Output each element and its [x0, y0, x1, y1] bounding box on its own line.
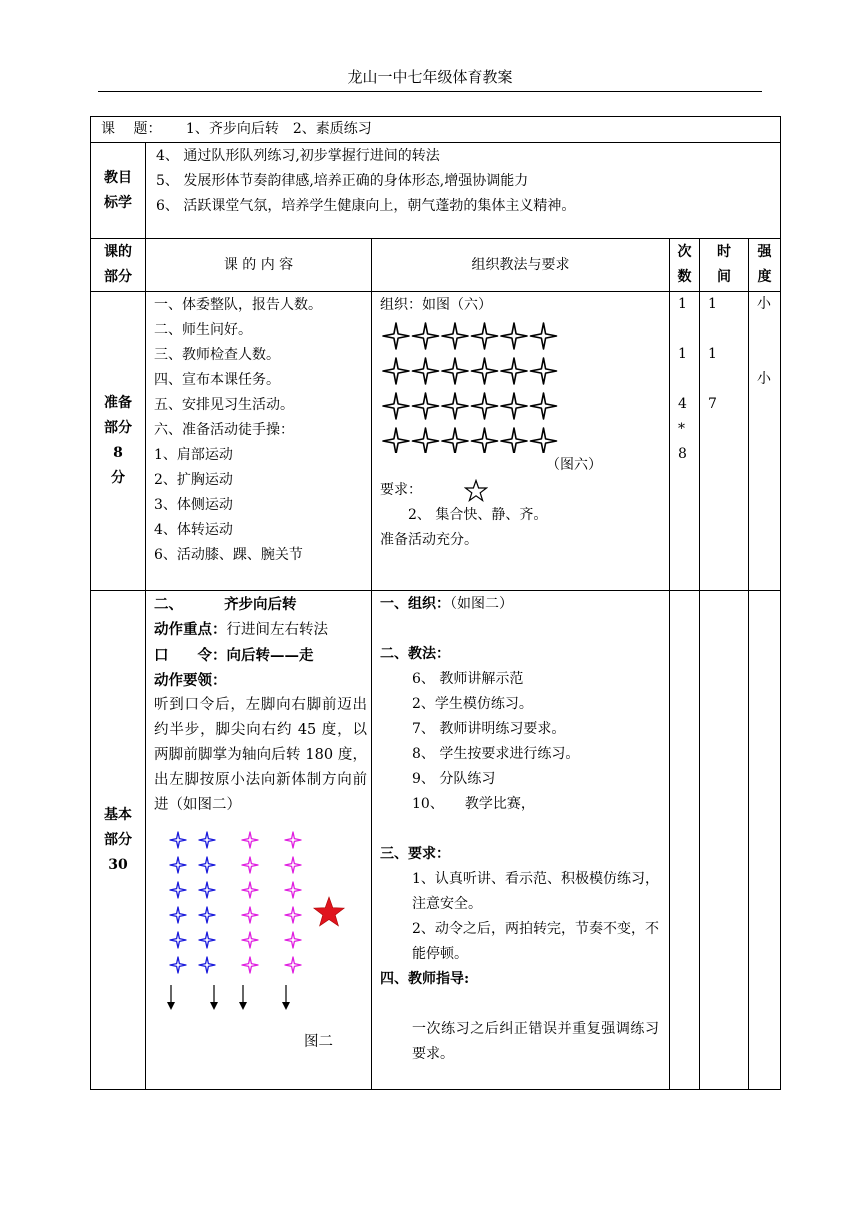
prep-intensity-value: 小 [757, 371, 771, 387]
basic-command-text: 向后转——走 [226, 647, 314, 664]
formation-star-icon [472, 358, 498, 384]
basic-req-item: 1、认真听讲、看示范、积极模仿练习，注意安全。 [412, 871, 659, 912]
formation-star-icon [383, 428, 409, 453]
basic-label-cell [91, 591, 146, 1090]
header-rule [98, 91, 762, 92]
col-header-content: 课 的 内 容 [146, 239, 372, 292]
col-header-time [700, 239, 749, 292]
col-header-part [91, 239, 146, 292]
prep-label-cell [91, 292, 146, 591]
prep-intensity-value: 小 [757, 296, 771, 312]
prep-org-text: 组织：如图（六） [380, 297, 492, 313]
basic-label-line: 基本 [104, 806, 132, 823]
prep-count-value: * [678, 421, 685, 437]
basic-command [154, 643, 367, 668]
basic-key-point [154, 617, 367, 643]
magenta-formation-star-icon [285, 832, 301, 848]
formation-star-icon [383, 323, 409, 349]
magenta-formation-star-icon [285, 957, 301, 973]
lesson-topics: 1、齐步向后转 2、素质练习 [185, 121, 372, 137]
prep-content-item: 3、体侧运动 [154, 497, 233, 513]
blue-formation-star-icon [170, 907, 186, 923]
magenta-formation-star-icon [285, 907, 301, 923]
down-arrow-icon [167, 1002, 175, 1010]
teacher-star-outline-icon [464, 479, 488, 503]
magenta-formation-star-icon [242, 882, 258, 898]
formation-two-diagram [154, 830, 364, 1030]
goal-item: 5、 发展形体节奏韵律感,培养正确的身体形态,增强协调能力 [156, 173, 529, 189]
basic-org [380, 592, 659, 617]
formation-star-icon [413, 323, 439, 349]
formation-star-icon [413, 393, 439, 419]
formation-star-icon [442, 358, 468, 384]
magenta-formation-star-icon [285, 932, 301, 948]
basic-method-item: 6、 教师讲解示范 [412, 671, 524, 687]
magenta-formation-star-icon [285, 882, 301, 898]
magenta-formation-star-icon [242, 932, 258, 948]
blue-formation-star-icon [199, 907, 215, 923]
blue-formation-star-icon [170, 857, 186, 873]
prep-content-item: 二、师生问好。 [154, 322, 252, 338]
basic-essentials-label: 动作要领： [154, 672, 227, 689]
basic-method-item: 2、学生模仿练习。 [412, 696, 533, 712]
col-header-part-line1: 课的 [104, 244, 132, 260]
col-header-part-line2: 部分 [104, 269, 132, 285]
col-header-intensity-line2: 度 [757, 269, 772, 285]
prep-method-cell [372, 292, 670, 591]
basic-req-heading: 三、要求： [380, 846, 450, 862]
prep-count-value: 4 [678, 396, 687, 412]
prep-label-line: 8 [113, 445, 123, 461]
prep-row [91, 292, 781, 591]
formation-star-icon [472, 393, 498, 419]
formation-star-icon [442, 393, 468, 419]
prep-label-line: 准备 [104, 395, 132, 411]
blue-formation-star-icon [199, 832, 215, 848]
formation-star-icon [383, 358, 409, 384]
prep-intensity-cell [749, 292, 781, 591]
prep-req-note: 准备活动充分。 [380, 532, 478, 548]
basic-guide-text: 一次练习之后纠正错误并重复强调练习要求。 [412, 1021, 659, 1062]
col-header-time-line1: 时 [717, 244, 731, 260]
prep-time-value: 1 [708, 296, 717, 312]
basic-label-line: 部分 [104, 831, 132, 848]
basic-method-item: 8、 学生按要求进行练习。 [412, 746, 580, 762]
goal-item: 4、 通过队形队列练习,初步掌握行进间的转法 [156, 148, 440, 164]
magenta-formation-star-icon [285, 857, 301, 873]
prep-content-item: 三、教师检查人数。 [154, 347, 280, 363]
prep-content-cell [146, 292, 372, 591]
prep-count-value: 8 [678, 446, 687, 462]
prep-count-cell [670, 292, 700, 591]
prep-req-label: 要求： [380, 482, 422, 498]
blue-formation-star-icon [170, 932, 186, 948]
down-arrow-icon [210, 1002, 218, 1010]
basic-method-item: 7、 教师讲明练习要求。 [412, 721, 566, 737]
col-header-intensity-line1: 强 [757, 244, 772, 260]
basic-title-text: 齐步向后转 [224, 596, 297, 613]
basic-content-cell [146, 591, 372, 1090]
formation-star-icon [501, 393, 527, 419]
down-arrow-icon [282, 1002, 290, 1010]
prep-label-line: 部分 [104, 420, 132, 436]
formation-star-icon [501, 323, 527, 349]
prep-content-item: 1、肩部运动 [154, 447, 233, 463]
col-header-count [670, 239, 700, 292]
formation-six-diagram [380, 318, 560, 453]
blue-formation-star-icon [170, 957, 186, 973]
prep-req-item: 2、 集合快、静、齐。 [408, 507, 548, 523]
lesson-topic-row [91, 117, 781, 143]
prep-content-item: 六、准备活动徒手操： [154, 422, 294, 438]
col-header-intensity [749, 239, 781, 292]
basic-essentials-text: 听到口令后，左脚向右脚前迈出约半步，脚尖向右约 45 度，以两脚前脚掌为轴向后转 180 度，出左脚按原小法向新体制方向前进（如图二） [154, 697, 367, 813]
basic-org-heading: 一、组织： [380, 596, 450, 612]
lesson-topic-cell [91, 117, 781, 143]
basic-key-text: 行进间左右转法 [226, 622, 328, 638]
basic-org-text: （如图二） [450, 596, 513, 612]
goals-label-line2: 标学 [104, 194, 132, 211]
goal-item: 6、 活跃课堂气氛，培养学生健康向上，朝气蓬勃的集体主义精神。 [156, 198, 576, 214]
prep-time-value: 1 [708, 346, 717, 362]
magenta-formation-star-icon [242, 832, 258, 848]
basic-key-label: 动作重点： [154, 621, 227, 638]
formation-star-icon [472, 323, 498, 349]
blue-formation-star-icon [199, 932, 215, 948]
basic-label-line: 30 [108, 856, 128, 873]
magenta-formation-star-icon [242, 957, 258, 973]
prep-label-line: 分 [111, 470, 125, 486]
formation-star-icon [442, 323, 468, 349]
basic-req-item: 2、动令之后，两拍转完，节奏不变，不能停顿。 [412, 921, 659, 962]
blue-formation-star-icon [170, 882, 186, 898]
formation-star-icon [501, 428, 527, 453]
page-header-title: 龙山一中七年级体育教案 [347, 68, 513, 86]
formation-star-icon [413, 428, 439, 453]
formation-star-icon [531, 393, 557, 419]
goals-row [91, 143, 781, 239]
goals-label-line1: 教目 [104, 169, 132, 186]
basic-command-label: 口 令： [154, 647, 227, 664]
magenta-formation-star-icon [242, 857, 258, 873]
basic-method-cell [372, 591, 670, 1090]
teacher-red-star-icon [314, 897, 344, 926]
col-header-method: 组织教法与要求 [372, 239, 670, 292]
prep-content-item: 6、活动膝、踝、腕关节 [154, 547, 303, 563]
goals-list [146, 143, 781, 239]
column-header-row [91, 239, 781, 292]
prep-count-value: 1 [678, 296, 687, 312]
formation-star-icon [531, 428, 557, 453]
formation-star-icon [501, 358, 527, 384]
basic-title [154, 592, 367, 617]
basic-title-num: 二、 [154, 596, 183, 613]
basic-method-heading: 二、教法： [380, 646, 450, 662]
formation-star-icon [531, 323, 557, 349]
blue-formation-star-icon [199, 957, 215, 973]
blue-formation-star-icon [199, 882, 215, 898]
col-header-count-line2: 数 [677, 269, 692, 285]
prep-content-item: 2、扩胸运动 [154, 472, 233, 488]
prep-req-line [380, 478, 663, 503]
basic-figure-caption: 图二 [304, 1034, 333, 1050]
basic-row [91, 591, 781, 1090]
formation-star-icon [413, 358, 439, 384]
basic-count-cell [670, 591, 700, 1090]
down-arrow-icon [239, 1002, 247, 1010]
prep-count-value: 1 [678, 346, 687, 362]
prep-content-item: 四、宣布本课任务。 [154, 372, 280, 388]
prep-content-item: 五、安排见习生活动。 [154, 397, 294, 413]
col-header-count-line1: 次 [677, 244, 692, 260]
magenta-formation-star-icon [242, 907, 258, 923]
prep-content-item: 一、体委整队，报告人数。 [154, 297, 322, 313]
formation-star-icon [472, 428, 498, 453]
blue-formation-star-icon [199, 857, 215, 873]
basic-time-cell [700, 591, 749, 1090]
prep-time-value: 7 [708, 396, 717, 412]
formation-star-icon [531, 358, 557, 384]
basic-guide-heading: 四、教师指导: [380, 971, 470, 987]
blue-formation-star-icon [170, 832, 186, 848]
lesson-label: 课 题： [101, 121, 162, 137]
prep-figure-caption: （图六） [546, 457, 602, 473]
basic-method-item: 9、 分队练习 [412, 771, 496, 787]
lesson-plan-table [90, 116, 781, 1090]
prep-content-item: 4、体转运动 [154, 522, 233, 538]
formation-star-icon [383, 393, 409, 419]
basic-intensity-cell [749, 591, 781, 1090]
col-header-time-line2: 间 [717, 269, 731, 285]
formation-star-icon [442, 428, 468, 453]
goals-label-cell [91, 143, 146, 239]
prep-time-cell [700, 292, 749, 591]
basic-method-item: 10、 教学比赛， [412, 796, 535, 812]
